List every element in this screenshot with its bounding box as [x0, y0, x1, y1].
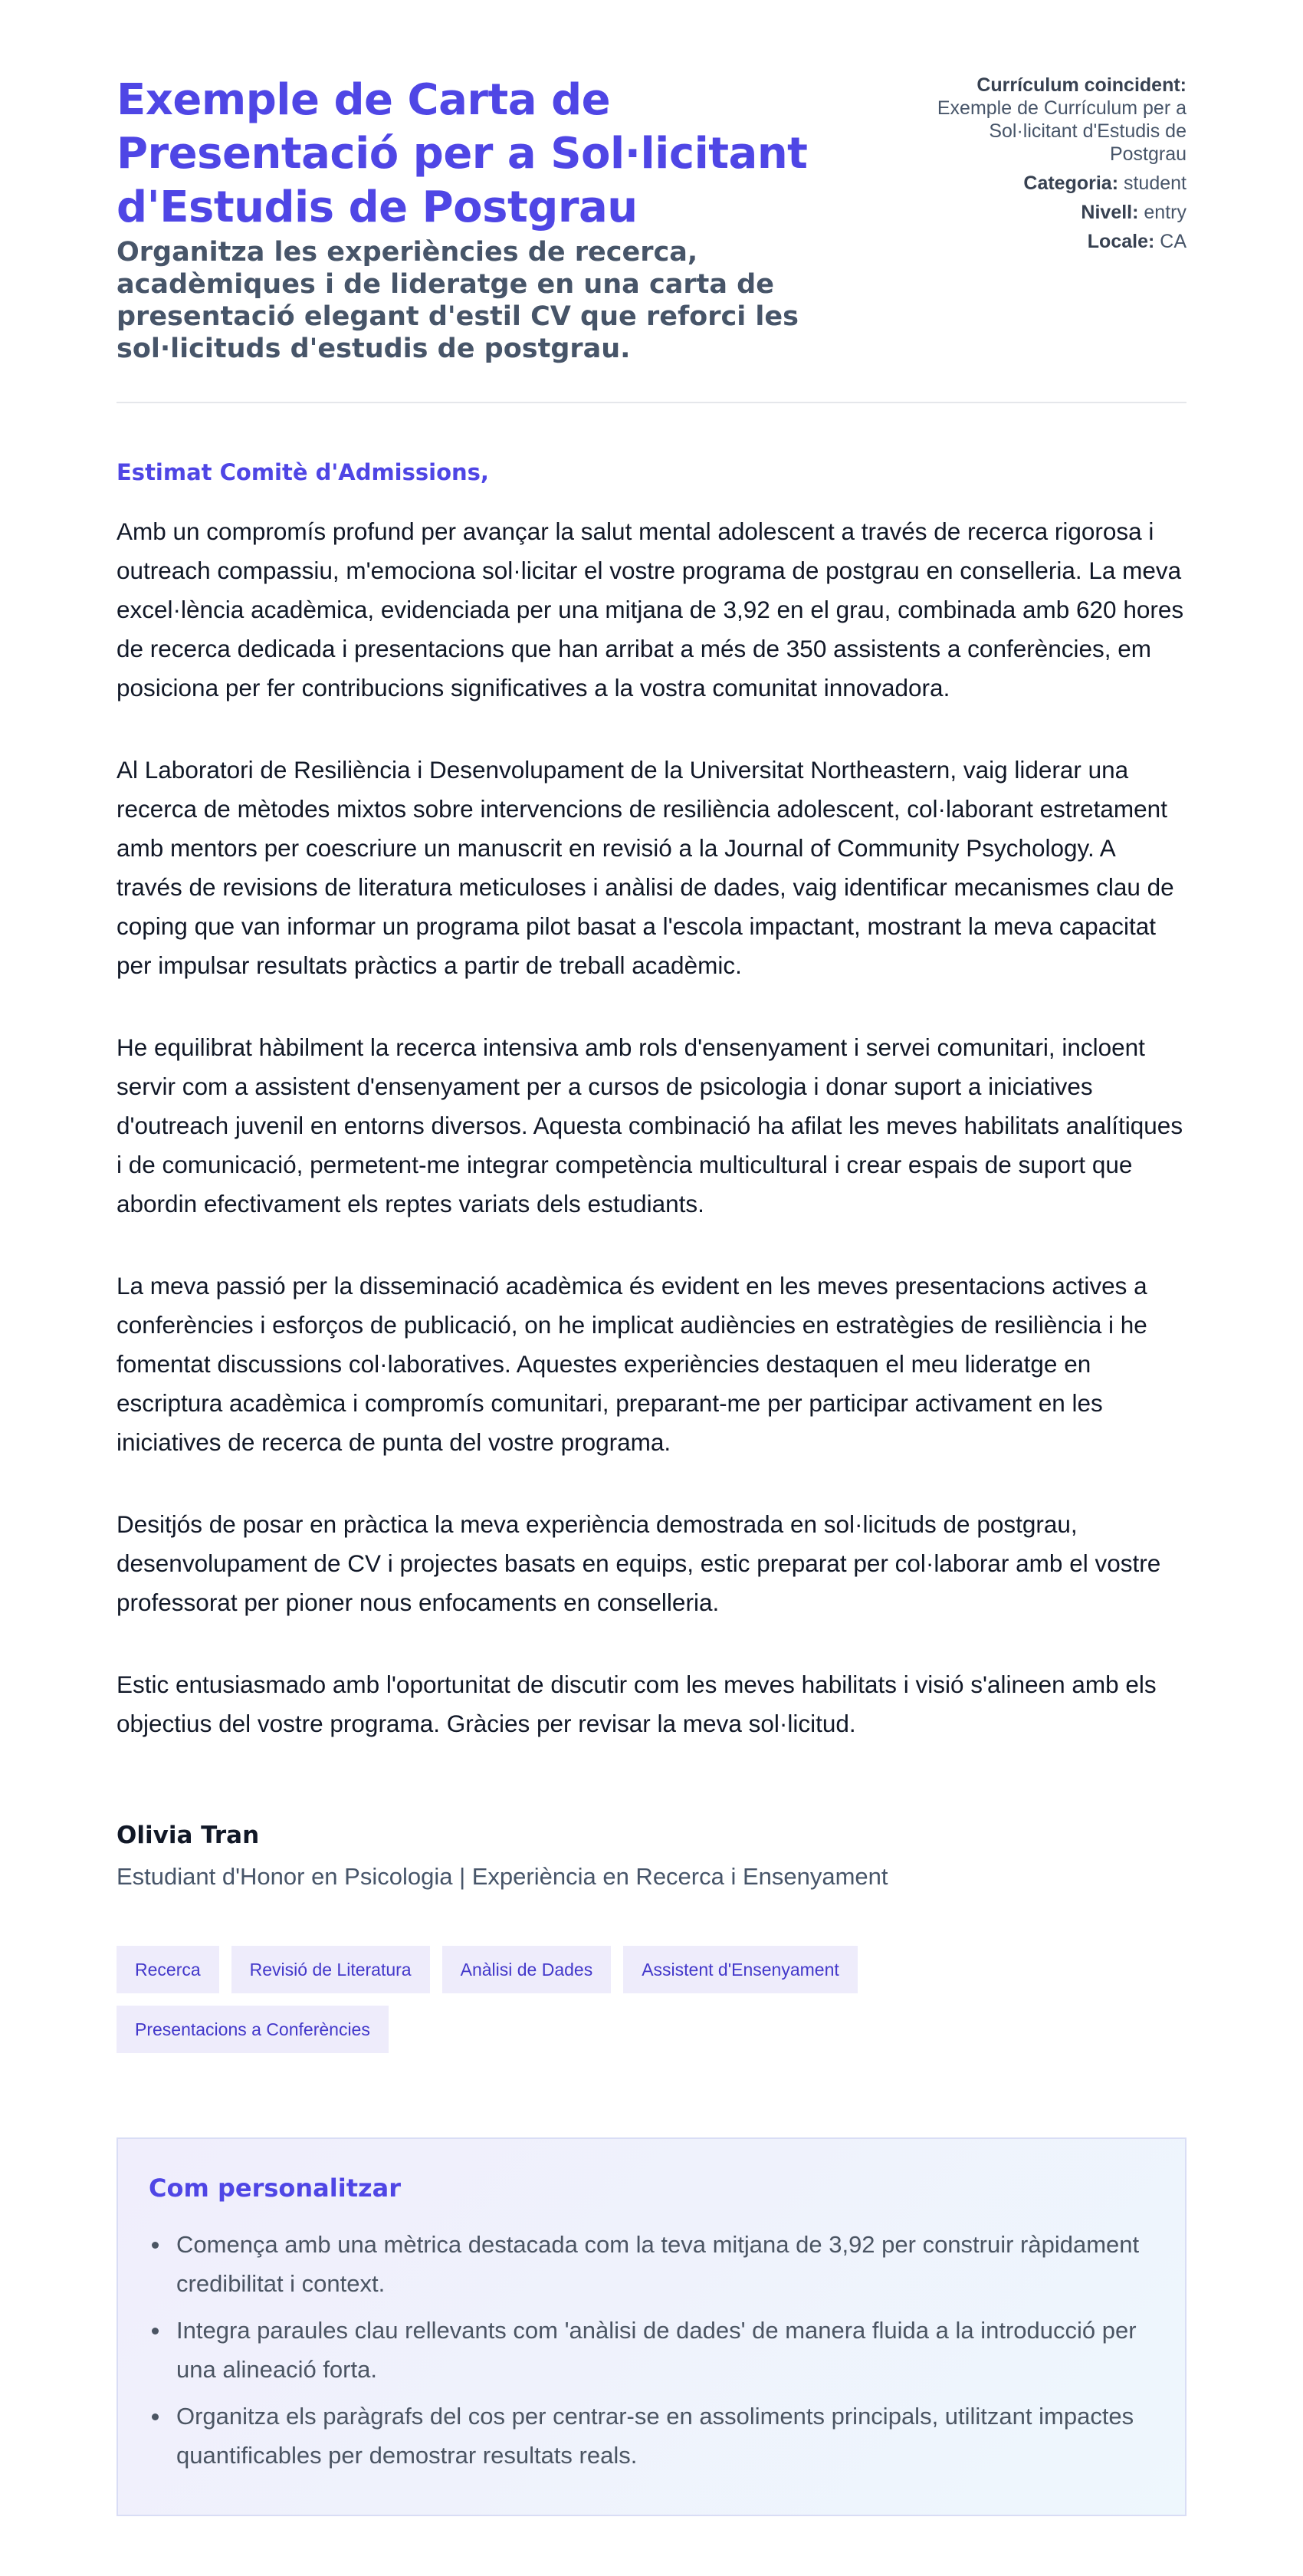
- meta-resume: [911, 74, 1186, 166]
- skill-tag: Assistent d'Ensenyament: [623, 1946, 858, 1993]
- skill-tag: Recerca: [117, 1946, 219, 1993]
- letter-paragraph: He equilibrat hàbilment la recerca intensiva amb rols d'ensenyament i servei comunitari, incloent servir com a assistent d'ensenyament per a cursos de psicologia i donar suport a iniciatives d'outreach juvenil en entorns diversos. Aquesta combinació ha afilat les meves habilitats analítiques i de comunicació, permetent-me integrar competència multicultural i crear espais de suport que abordin efectivament els reptes variats dels estudiants.: [117, 1033, 1183, 1217]
- letter-paragraph: La meva passió per la disseminació acadèmica és evident en les meves presentacions actives a conferències i esforços de publicació, on he implicat audiències en estratègies de resiliència i he fomentat discussions col·laboratives. Aquestes experiències destaquen el meu lideratge en escriptura acadèmica i compromís comunitari, preparant-me per participar activament en les iniciatives de recerca de punta del vostre programa.: [117, 1272, 1147, 1456]
- meta-locale: [911, 230, 1186, 253]
- letter-body: [117, 512, 1186, 1743]
- meta-locale-label: Locale:: [1087, 231, 1155, 252]
- letter-paragraph: Desitjós de posar en pràctica la meva experiència demostrada en sol·licituds de postgrau, desenvolupament de CV i projectes basats en equips, estic preparat per col·laborar amb el vostre professorat per pioner nous enfocaments en conselleria.: [117, 1510, 1161, 1616]
- tips-title: Com personalitzar: [149, 2174, 401, 2203]
- letter-paragraph: Amb un compromís profund per avançar la salut mental adolescent a través de recerca rigorosa i outreach compassiu, m'emociona sol·licitar el vostre programa de postgrau en conselleria. La meva excel·lència acadèmica, evidenciada per una mitjana de 3,92 en el grau, combinada amb 620 hores de recerca dedicada i presentacions que han arribat a més de 350 assistents a conferències, em posiciona per fer contribucions significatives a la vostra comunitat innovadora.: [117, 518, 1184, 702]
- tip-item: Organitza els paràgrafs del cos per centrar-se en assoliments principals, utilitzant impactes quantificables per demostrar resultats reals.: [149, 2397, 1154, 2475]
- meta-category-value: student: [1123, 172, 1186, 194]
- skill-tags: [117, 1946, 998, 2065]
- meta-resume-link[interactable]: Exemple de Currículum per a Sol·licitant d'Estudis de Postgrau: [937, 97, 1186, 165]
- page-title: Exemple de Carta de Presentació per a Sol·licitant d'Estudis de Postgrau: [117, 75, 808, 232]
- header-divider: [117, 402, 1186, 403]
- skill-tag: Anàlisi de Dades: [442, 1946, 612, 1993]
- tips-list: [149, 2225, 1154, 2475]
- customization-tips: [117, 2137, 1186, 2516]
- letter-paragraph: Estic entusiasmado amb l'oportunitat de discutir com les meves habilitats i visió s'alineen amb els objectius del vostre programa. Gràcies per revisar la meva sol·licitud.: [117, 1671, 1157, 1737]
- meta-level-label: Nivell:: [1081, 202, 1139, 223]
- signature-title: Estudiant d'Honor en Psicologia | Experiència en Recerca i Ensenyament: [117, 1863, 888, 1890]
- meta-locale-value: CA: [1160, 231, 1186, 252]
- meta-level: [911, 201, 1186, 224]
- tip-item: Comença amb una mètrica destacada com la teva mitjana de 3,92 per construir ràpidament credibilitat i context.: [149, 2225, 1154, 2303]
- page-subtitle: Organitza les experiències de recerca, acadèmiques i de lideratge en una carta de presentació elegant d'estil CV que reforci les sol·licituds d'estudis de postgrau.: [117, 237, 799, 364]
- meta-level-value: entry: [1144, 202, 1186, 223]
- skill-tag: Revisió de Literatura: [231, 1946, 430, 1993]
- meta-category-label: Categoria:: [1023, 172, 1119, 194]
- letter-paragraph: Al Laboratori de Resiliència i Desenvolupament de la Universitat Northeastern, vaig liderar una recerca de mètodes mixtos sobre intervencions de resiliència adolescent, col·laborant estretament amb mentors per coescriure un manuscrit en revisió a la Journal of Community Psychology. A través de revisions de literatura meticuloses i anàlisi de dades, vaig identificar mecanismes clau de coping que van informar un programa pilot basat a l'escola impactant, mostrant la meva capacitat per impulsar resultats pràctics a partir de treball acadèmic.: [117, 756, 1174, 979]
- meta-category: [911, 172, 1186, 195]
- letter-greeting: Estimat Comitè d'Admissions,: [117, 459, 489, 485]
- skill-tag: Presentacions a Conferències: [117, 2006, 389, 2053]
- meta-panel: [911, 74, 1186, 259]
- signature-name: Olivia Tran: [117, 1822, 260, 1849]
- tip-item: Integra paraules clau rellevants com 'anàlisi de dades' de manera fluida a la introducció per una alineació forta.: [149, 2311, 1154, 2389]
- header-titles: [117, 74, 883, 365]
- meta-resume-label: Currículum coincident:: [976, 74, 1186, 96]
- page-header: [117, 74, 1186, 365]
